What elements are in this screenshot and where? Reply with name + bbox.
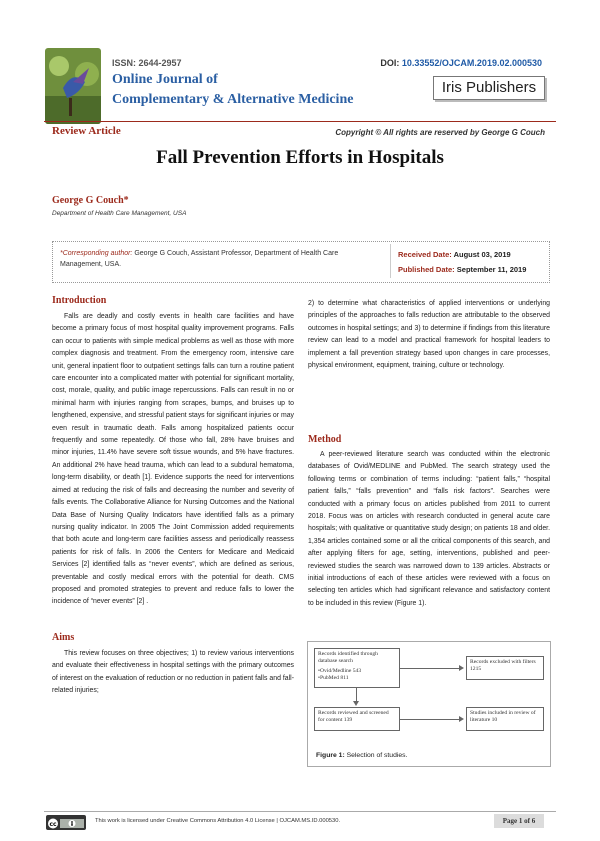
copyright-notice: Copyright © All rights are reserved by George G Couch <box>335 128 545 137</box>
creative-commons-badge[interactable] <box>46 815 86 828</box>
flow-arrow-right-bottom <box>400 719 460 720</box>
method-heading: Method <box>308 434 342 445</box>
introduction-heading: Introduction <box>52 295 107 306</box>
journal-title: Online Journal of Complementary & Alternative Medicine <box>112 72 354 107</box>
header-divider <box>44 121 556 122</box>
flow-box-excluded: Records excluded with filters 1215 <box>466 656 544 680</box>
info-divider <box>390 244 391 278</box>
article-type: Review Article <box>52 125 121 137</box>
flow-box-included: Studies included in review of literature 10 <box>466 707 544 731</box>
author-affiliation: Department of Health Care Management, USA <box>52 210 187 217</box>
doi-link[interactable]: 10.33552/OJCAM.2019.02.000530 <box>401 58 542 68</box>
figure-1-flowchart <box>307 641 551 767</box>
flow-box-screened: Records reviewed and screened for content 139 <box>314 707 400 731</box>
figure-caption: Figure 1: Selection of studies. <box>316 752 408 759</box>
flow-arrow-tip <box>353 701 359 706</box>
aims-body: This review focuses on three objectives; 1) to review various interventions and evaluate their effectiveness in hospital settings with the primary outcomes of interest on the evaluation of reduction or no reduction in patient falls and fall-related injuries; <box>52 650 294 695</box>
license-text: This work is licensed under Creative Commons Attribution 4.0 License | OJCAM.MS.ID.000530. <box>95 818 341 824</box>
doi: DOI: 10.33552/OJCAM.2019.02.000530 <box>380 58 542 68</box>
journal-cover-image <box>45 48 101 124</box>
svg-text:cc: cc <box>49 821 57 828</box>
footer-divider <box>44 811 556 812</box>
flow-arrow-tip <box>459 665 464 671</box>
introduction-body: Falls are deadly and costly events in health care facilities and have become a primary focus of most hospital quality improvement programs. Falls can occur to patients with simple medical problems as well as those with more complex diagnosis and treatment. From the emergency room, intensive care unit, general inpatient floor to outpatient settings falls can turn a routine patient care encounter into a complicated matter with potential for significant mortality, cost, morale, quality, and public image repercussions. Falls can result in no or minimal harm with injuries ranging from scrapes, bumps, and bruises up to lengthened, expensive, and stressful patient stays for significant injuries or may even result in traumatic death. Falls among hospitalized patients occur frequently and some repeatedly. Of those who fall, 28% have bruises and minor injuries, 11.4% have severe soft tissue wounds, and 5% have fractures. An additional 2% have head trauma, which can lead to a subdural hematoma, long-term disability, or death [1]. Evidence supports the need for interventions aimed at reducing the risk of falls and decreasing the number and severity of falls events. The Collaborative Alliance for Nursing Outcomes and the National Data Base of Nursing Quality Indicators have identified falls as a primary nursing quality indicator. In 2005 The Joint Commission added requirements that both acute and long-term care facilities assess and periodically reassess patients for risk of falls. In 2006 the Centers for Medicare and Medicaid Services [2] identified falls as “never events”, which are defined as serious, preventable and costly medical errors with the potential for death. CMS proposed and promoted strategies to prevent and reduce falls to lower the incidence of “never events” [2] . <box>52 313 294 606</box>
published-date: Published Date: September 11, 2019 <box>398 265 527 274</box>
flow-arrow-right-top <box>400 668 460 669</box>
flow-box-identified: Records identified through database search •Ovid/Medline 543 •PubMed 811 <box>314 648 400 688</box>
corresponding-author: *Corresponding author: George G Couch, Assistant Professor, Department of Health Care Management, USA. <box>60 250 339 268</box>
publisher-logo: Iris Publishers <box>433 76 545 100</box>
aims-body-continued: 2) to determine what characteristics of applied interventions or underlying principles of the approaches to falls reduction are attributable to the observed outcomes in hospital settings; and 3) to determine if findings from this literature review can lead to a model and practical framework for hospital leaders to implement a fall prevention strategy based upon changes in care processes, physical environment, equipment, training, culture or technology. <box>308 300 550 370</box>
aims-heading: Aims <box>52 632 75 643</box>
flow-arrow-down <box>356 688 357 702</box>
method-body: A peer-reviewed literature search was conducted within the electronic databases of Ovid/MEDLINE and PubMed. The search strategy used the following terms or combination of terms including: “patient falls,” “hospital patient falls,” “falls prevention” and “falls risk factors”. Searches were conducted with a primary focus on articles published from 2011 to current 2018. Focus was on articles with research conducted in general acute care hospitals; with qualitative or quantitative study design; on patients 18 and older. 1,354 articles contained some or all the critical components of this search, and after applying filters for age, setting, interventions, published and peer-reviewed studies the search was narrowed down to 139 articles. Abstracts or initial introductions of each of these articles were reviewed with a focus on selecting ten articles which had significant relevance and satisfactory content to be included in this review (Figure 1). <box>308 451 550 607</box>
received-date: Received Date: August 03, 2019 <box>398 250 511 259</box>
page-number: Page 1 of 6 <box>494 814 544 828</box>
article-title: Fall Prevention Efforts in Hospitals <box>156 147 444 168</box>
issn: ISSN: 2644-2957 <box>112 58 182 68</box>
flow-arrow-tip <box>459 716 464 722</box>
author-name: George G Couch* <box>52 195 129 206</box>
